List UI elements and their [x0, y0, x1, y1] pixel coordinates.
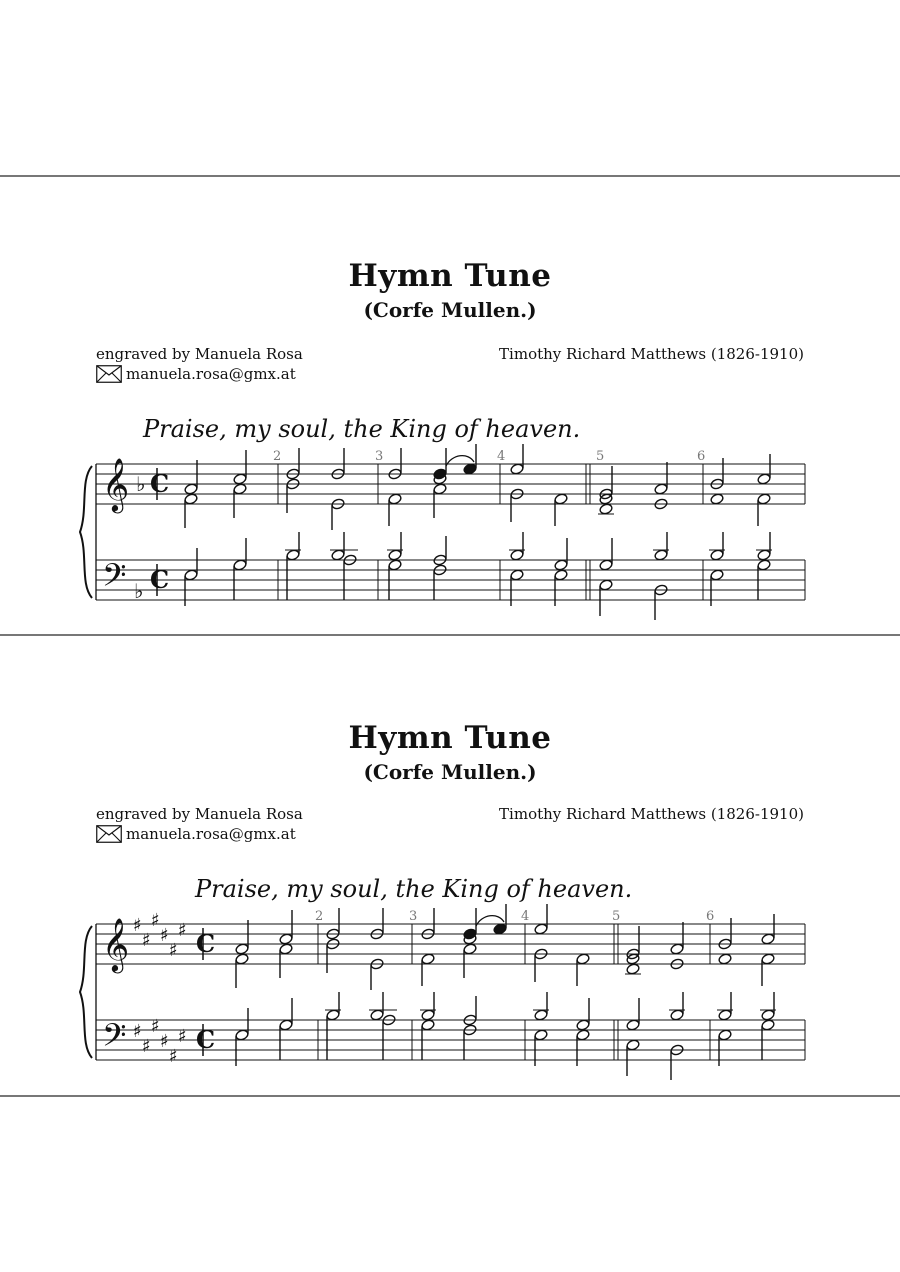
email-text: manuela.rosa@gmx.at: [126, 365, 296, 383]
svg-text:C: C: [150, 565, 170, 594]
svg-text:♯: ♯: [169, 940, 178, 961]
engraver-email[interactable]: [96, 825, 296, 843]
svg-text:𝄞: 𝄞: [102, 457, 130, 511]
svg-text:C: C: [196, 1025, 216, 1054]
measure-number: 5: [596, 449, 605, 464]
measure-number: 6: [697, 449, 706, 464]
svg-text:C: C: [196, 929, 216, 958]
measure-number: 2: [273, 449, 282, 464]
svg-text:♯: ♯: [151, 1016, 160, 1037]
svg-text:♯: ♯: [178, 1026, 187, 1047]
svg-text:♭: ♭: [136, 472, 146, 496]
measure-number: 4: [521, 909, 530, 924]
svg-text:𝄞: 𝄞: [102, 917, 130, 971]
piece-subtitle: (Corfe Mullen.): [363, 298, 537, 322]
music-system: [0, 440, 900, 630]
measure-number: 2: [315, 909, 324, 924]
svg-text:𝄢: 𝄢: [102, 557, 127, 601]
svg-text:♯: ♯: [160, 925, 169, 946]
svg-text:♭: ♭: [134, 579, 144, 603]
engraver-credit: engraved by Manuela Rosa: [96, 345, 303, 363]
svg-text:♯: ♯: [160, 1031, 169, 1052]
music-system: [0, 900, 900, 1090]
engraver-credit: engraved by Manuela Rosa: [96, 805, 303, 823]
svg-text:♯: ♯: [169, 1046, 178, 1067]
tempo-marking: Praise, my soul, the King of heaven.: [195, 875, 633, 903]
composer-credit: Timothy Richard Matthews (1826-1910): [499, 805, 804, 823]
page-divider-middle: [0, 634, 900, 636]
engraver-email[interactable]: [96, 365, 296, 383]
envelope-icon: [96, 365, 122, 383]
piece-title: Hymn Tune: [348, 720, 552, 756]
composer-credit: Timothy Richard Matthews (1826-1910): [499, 345, 804, 363]
measure-number: 3: [409, 909, 418, 924]
svg-text:♯: ♯: [178, 920, 187, 941]
page-divider-top: [0, 175, 900, 177]
svg-text:♯: ♯: [142, 930, 151, 951]
page-divider-bottom: [0, 1095, 900, 1097]
svg-text:♯: ♯: [151, 910, 160, 931]
piece-title: Hymn Tune: [348, 258, 552, 294]
measure-number: 5: [612, 909, 621, 924]
measure-number: 3: [375, 449, 384, 464]
email-text: manuela.rosa@gmx.at: [126, 825, 296, 843]
svg-text:C: C: [150, 469, 170, 498]
piece-subtitle: (Corfe Mullen.): [363, 760, 537, 784]
measure-number: 6: [706, 909, 715, 924]
svg-text:♯: ♯: [133, 915, 142, 936]
envelope-icon: [96, 825, 122, 843]
svg-text:♯: ♯: [142, 1036, 151, 1057]
measure-number: 4: [497, 449, 506, 464]
svg-text:♯: ♯: [133, 1021, 142, 1042]
svg-text:𝄢: 𝄢: [102, 1017, 127, 1061]
tempo-marking: Praise, my soul, the King of heaven.: [143, 415, 581, 443]
